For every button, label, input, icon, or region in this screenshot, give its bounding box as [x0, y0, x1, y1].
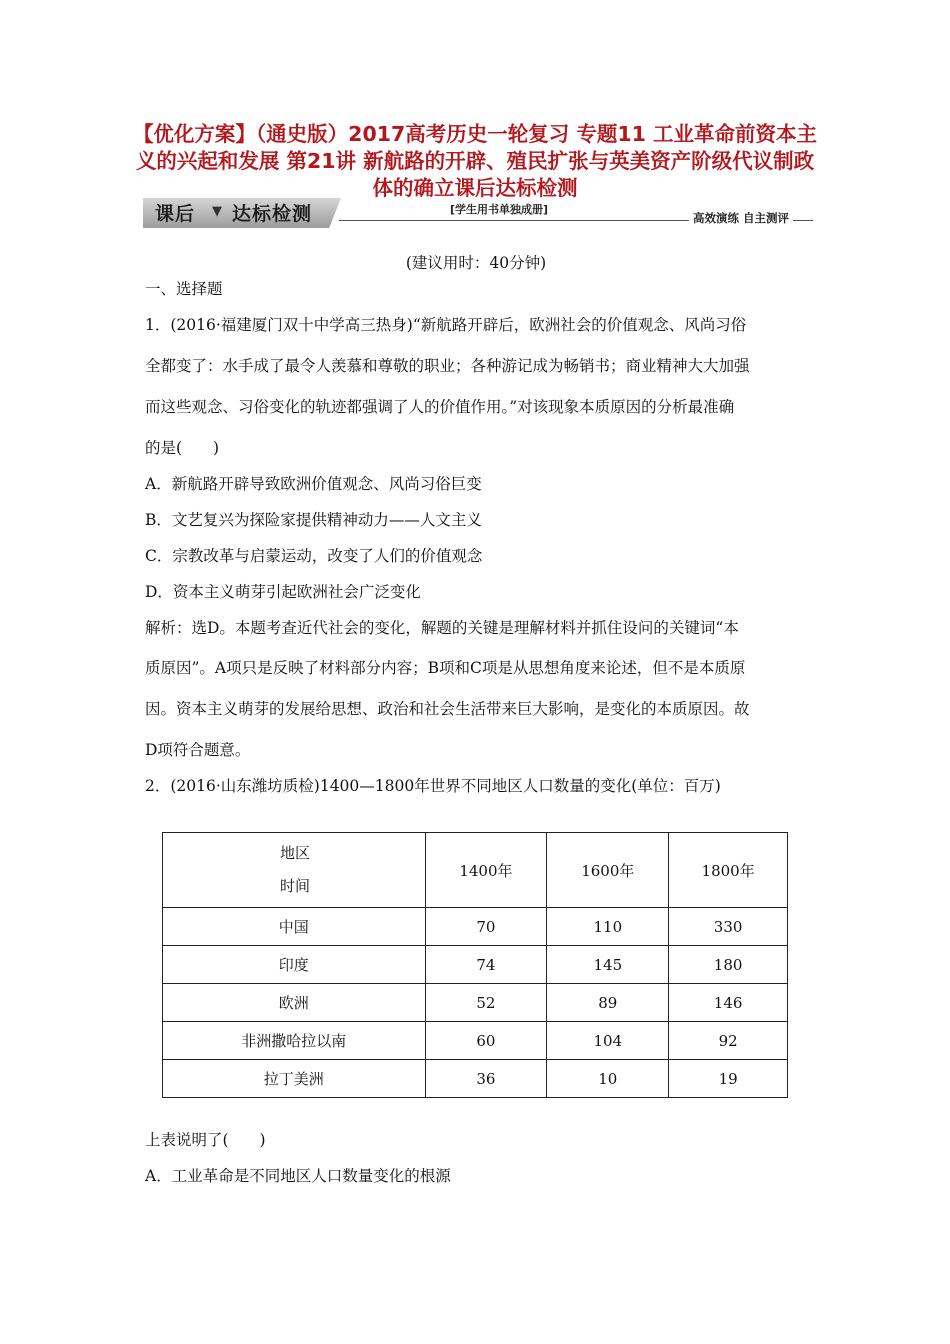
column-header: 1800年 — [669, 833, 788, 908]
table-cell: 74 — [425, 946, 547, 984]
table-row — [163, 984, 788, 1022]
table-cell: 330 — [669, 908, 788, 946]
row-region: 印度 — [163, 946, 426, 984]
section-heading: 一、选择题 — [145, 280, 223, 298]
corner-label-time: 时间 — [280, 877, 311, 895]
table-cell: 146 — [669, 984, 788, 1022]
q2-option-a: A．工业革命是不同地区人口数量变化的根源 — [145, 1167, 451, 1185]
table-cell: 10 — [547, 1060, 669, 1098]
table-cell: 104 — [547, 1022, 669, 1060]
row-region: 拉丁美洲 — [163, 1060, 426, 1098]
table-row — [163, 908, 788, 946]
q1-option-b: B．文艺复兴为探险家提供精神动力——人文主义 — [145, 511, 482, 529]
table-cell: 70 — [425, 908, 547, 946]
q1-stem-line: 全都变了：水手成了最令人羡慕和尊敬的职业；各种游记成为畅销书；商业精神大大加强 — [145, 357, 750, 375]
column-header: 1600年 — [547, 833, 669, 908]
q1-analysis-line: D项符合题意。 — [145, 741, 251, 759]
banner-label-right: 达标检测 — [232, 203, 313, 225]
column-header: 1400年 — [425, 833, 547, 908]
banner-label-left: 课后 — [155, 203, 196, 225]
table-row — [163, 946, 788, 984]
row-region: 欧洲 — [163, 984, 426, 1022]
q1-analysis-line: 因。资本主义萌芽的发展给思想、政治和社会生活带来巨大影响，是变化的本质原因。故 — [145, 700, 750, 718]
q2-question: 上表说明了( ) — [145, 1131, 266, 1149]
table-corner-cell — [163, 833, 426, 908]
table-row — [163, 1060, 788, 1098]
row-region: 中国 — [163, 908, 426, 946]
table-cell: 52 — [425, 984, 547, 1022]
time-note: (建议用时：40分钟) — [405, 254, 547, 272]
table-cell: 60 — [425, 1022, 547, 1060]
q2-stem: 2．(2016·山东潍坊质检)1400—1800年世界不同地区人口数量的变化(单位：百万) — [145, 777, 721, 795]
corner-label-region: 地区 — [280, 844, 311, 862]
table-cell: 19 — [669, 1060, 788, 1098]
section-banner — [143, 198, 813, 230]
banner-tag: 高效演练 自主测评 — [689, 210, 793, 226]
table-row — [163, 1022, 788, 1060]
q1-analysis-line: 解析：选D。本题考查近代社会的变化，解题的关键是理解材料并抓住设问的关键词“本 — [145, 619, 739, 637]
q1-stem-line: 1．(2016·福建厦门双十中学高三热身)“新航路开辟后，欧洲社会的价值观念、风尚习俗 — [145, 316, 747, 334]
row-region: 非洲撒哈拉以南 — [163, 1022, 426, 1060]
table-cell: 180 — [669, 946, 788, 984]
triangle-down-icon: ▼ — [212, 204, 222, 219]
q1-option-a: A．新航路开辟导致欧洲价值观念、风尚习俗巨变 — [145, 475, 482, 493]
q1-stem-line: 而这些观念、习俗变化的轨迹都强调了人的价值作用。”对该现象本质原因的分析最准确 — [145, 398, 735, 416]
banner-note: [学生用书单独成册] — [450, 203, 549, 216]
q1-analysis-line: 质原因”。A项只是反映了材料部分内容；B项和C项是从思想角度来论述，但不是本质原 — [145, 659, 746, 677]
population-table — [162, 832, 788, 1098]
table-cell: 89 — [547, 984, 669, 1022]
q1-stem-line: 的是( ) — [145, 439, 220, 457]
table-cell: 36 — [425, 1060, 547, 1098]
table-cell: 92 — [669, 1022, 788, 1060]
document-title: 【优化方案】（通史版）2017高考历史一轮复习 专题11 工业革命前资本主义的兴起和发展 第21讲 新航路的开辟、殖民扩张与英美资产阶级代议制政体的确立课后达标检测 — [132, 122, 818, 200]
q1-option-d: D．资本主义萌芽引起欧洲社会广泛变化 — [145, 583, 421, 601]
q1-option-c: C．宗教改革与启蒙运动，改变了人们的价值观念 — [145, 547, 483, 565]
table-cell: 145 — [547, 946, 669, 984]
table-header-row — [163, 833, 788, 908]
table-cell: 110 — [547, 908, 669, 946]
